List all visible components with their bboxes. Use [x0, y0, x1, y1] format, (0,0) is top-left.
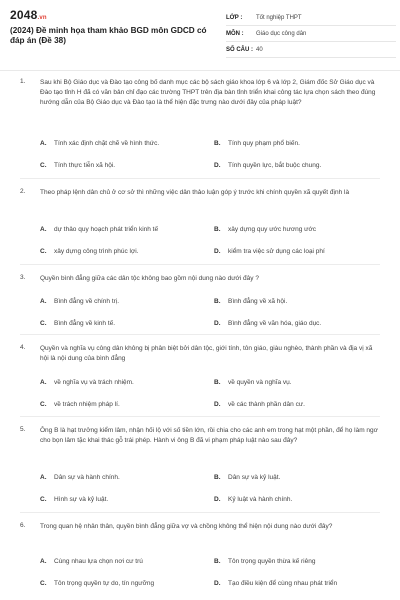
option-a[interactable]: [40, 140, 159, 148]
option-letter: A.: [40, 298, 47, 305]
question-number: 4.: [20, 344, 26, 351]
option-letter: D.: [214, 248, 221, 255]
question-number: 3.: [20, 274, 26, 281]
brand-name: 2048: [10, 8, 38, 22]
option-letter: C.: [40, 580, 47, 587]
option-text: Cùng nhau lựa chọn nơi cư trú: [54, 558, 143, 565]
option-a[interactable]: [40, 558, 143, 566]
question-divider: [20, 416, 380, 417]
option-text: Dân sự và hành chính.: [54, 474, 120, 481]
meta-value: 40: [256, 46, 263, 53]
question-divider: [20, 264, 380, 265]
option-text: xây dựng công trình phúc lợi.: [54, 248, 139, 255]
meta-value: Giáo dục công dân: [256, 30, 307, 37]
question-divider: [20, 334, 380, 335]
question-number: 5.: [20, 426, 26, 433]
option-b[interactable]: [214, 558, 315, 566]
brand-suffix: .vn: [37, 15, 47, 21]
option-text: về quyền và nghĩa vụ.: [228, 379, 292, 386]
option-text: về nghĩa vụ và trách nhiệm.: [54, 379, 134, 386]
question-text: Quyền bình đẳng giữa các dân tộc không bao gồm nội dung nào dưới đây ?: [40, 275, 259, 282]
option-b[interactable]: [214, 140, 300, 148]
option-letter: C.: [40, 401, 47, 408]
meta-row-grade: [226, 10, 396, 26]
option-text: kiểm tra việc sử dụng các loại phí: [228, 248, 325, 255]
header: [0, 0, 400, 66]
meta-label: MÔN :: [226, 30, 244, 37]
option-text: Tính quy phạm phổ biến.: [228, 140, 300, 147]
option-letter: C.: [40, 162, 47, 169]
option-text: Bình đẳng về chính trị.: [54, 298, 120, 305]
question-text: Quyền và nghĩa vụ công dân không bị phân biệt bởi dân tộc, giới tính, tôn giáo, giàu nghèo, thành phần và địa vị xã hội là nội dung của bình đẳng: [40, 345, 373, 362]
option-c[interactable]: [40, 580, 154, 588]
option-letter: D.: [214, 162, 221, 169]
option-a[interactable]: [40, 474, 120, 482]
option-text: Tính quyền lực, bắt buộc chung.: [228, 162, 322, 169]
option-text: Tạo điều kiện để cùng nhau phát triển: [228, 580, 338, 587]
meta-label: LỚP :: [226, 14, 243, 21]
option-text: về trách nhiệm pháp lí.: [54, 401, 120, 408]
option-letter: B.: [214, 226, 221, 233]
header-divider: [0, 70, 400, 71]
option-text: Hình sự và kỷ luật.: [54, 496, 109, 503]
option-text: xây dựng quy ước hương ước: [228, 226, 317, 233]
question-text: Trong quan hệ nhân thân, quyền bình đẳng giữa vợ và chồng không thể hiện nội dung nào dưới đây?: [40, 523, 333, 530]
option-text: Dân sự và kỷ luật.: [228, 474, 281, 481]
option-d[interactable]: [214, 580, 337, 588]
question-divider: [20, 512, 380, 513]
meta-label: SỐ CÂU :: [226, 46, 253, 53]
option-b[interactable]: [214, 379, 292, 387]
brand-logo[interactable]: [10, 8, 47, 22]
option-text: Bình đẳng về kinh tế.: [54, 320, 116, 327]
option-text: Tính thực tiễn xã hội.: [54, 162, 116, 169]
option-c[interactable]: [40, 248, 139, 256]
option-letter: A.: [40, 140, 47, 147]
option-letter: D.: [214, 496, 221, 503]
option-d[interactable]: [214, 320, 321, 328]
option-letter: B.: [214, 558, 221, 565]
question-number: 2.: [20, 188, 26, 195]
option-letter: B.: [214, 379, 221, 386]
meta-value: Tốt nghiệp THPT: [256, 14, 302, 21]
option-c[interactable]: [40, 320, 115, 328]
option-text: Bình đẳng về văn hóa, giáo dục.: [228, 320, 322, 327]
option-letter: D.: [214, 320, 221, 327]
option-text: Bình đẳng về xã hội.: [228, 298, 288, 305]
question-number: 6.: [20, 522, 26, 529]
option-d[interactable]: [214, 162, 321, 170]
option-letter: A.: [40, 379, 47, 386]
question-text: Theo pháp lệnh dân chủ ở cơ sở thì những việc dân thảo luận góp ý trước khi chính quyền xã quyết định là: [40, 189, 350, 196]
option-b[interactable]: [214, 226, 316, 234]
option-text: Tôn trọng quyền thừa kế riêng: [228, 558, 316, 565]
option-letter: C.: [40, 248, 47, 255]
option-a[interactable]: [40, 379, 134, 387]
option-c[interactable]: [40, 401, 120, 409]
meta-row-count: [226, 42, 396, 58]
option-letter: B.: [214, 298, 221, 305]
option-letter: B.: [214, 140, 221, 147]
option-b[interactable]: [214, 298, 287, 306]
option-letter: B.: [214, 474, 221, 481]
option-d[interactable]: [214, 401, 305, 409]
question-number: 1.: [20, 78, 26, 85]
option-letter: A.: [40, 558, 47, 565]
question-divider: [20, 178, 380, 179]
option-d[interactable]: [214, 248, 325, 256]
option-text: dự thảo quy hoạch phát triển kinh tế: [54, 226, 159, 233]
option-b[interactable]: [214, 474, 280, 482]
option-c[interactable]: [40, 496, 108, 504]
option-text: về các thành phần dân cư.: [228, 401, 305, 408]
option-d[interactable]: [214, 496, 292, 504]
question-text: Ông B là hạt trưởng kiểm lâm, nhận hối lộ với số tiền lớn, rồi chia cho các anh em trong hạt một phần, để họ làm ngơ cho bọn lâm tặc khai thác gỗ trái phép. Hành vi ông B đã vi phạm pháp luật nào sau đây?: [40, 427, 378, 444]
option-a[interactable]: [40, 226, 158, 234]
option-text: Tính xác định chặt chẽ về hình thức.: [54, 140, 160, 147]
option-text: Tôn trọng quyền tự do, tín ngưỡng: [54, 580, 155, 587]
option-a[interactable]: [40, 298, 119, 306]
option-text: Kỷ luật và hành chính.: [228, 496, 293, 503]
meta-panel: [226, 10, 396, 58]
meta-row-subject: [226, 26, 396, 42]
option-letter: D.: [214, 401, 221, 408]
option-letter: A.: [40, 474, 47, 481]
option-letter: C.: [40, 496, 47, 503]
option-letter: A.: [40, 226, 47, 233]
option-letter: C.: [40, 320, 47, 327]
option-letter: D.: [214, 580, 221, 587]
option-c[interactable]: [40, 162, 115, 170]
document-title: (2024) Đề minh họa tham khảo BGD môn GDCD có đáp án (Đề 38): [10, 26, 207, 45]
question-text: Sau khi Bộ Giáo dục và Đào tạo công bố danh mục các bộ sách giáo khoa lớp 6 và lớp 2, Giám đốc Sở Giáo dục và Đào tạo tỉnh H đã có văn bản chỉ đạo các trường THPT trên địa bàn tỉnh triển khai công tác lựa chọn sách theo đúng hướng dẫn của Bộ Giáo dục và Đào tạo là thể hiện đặc trưng nào dưới đây của pháp luật?: [40, 79, 376, 106]
